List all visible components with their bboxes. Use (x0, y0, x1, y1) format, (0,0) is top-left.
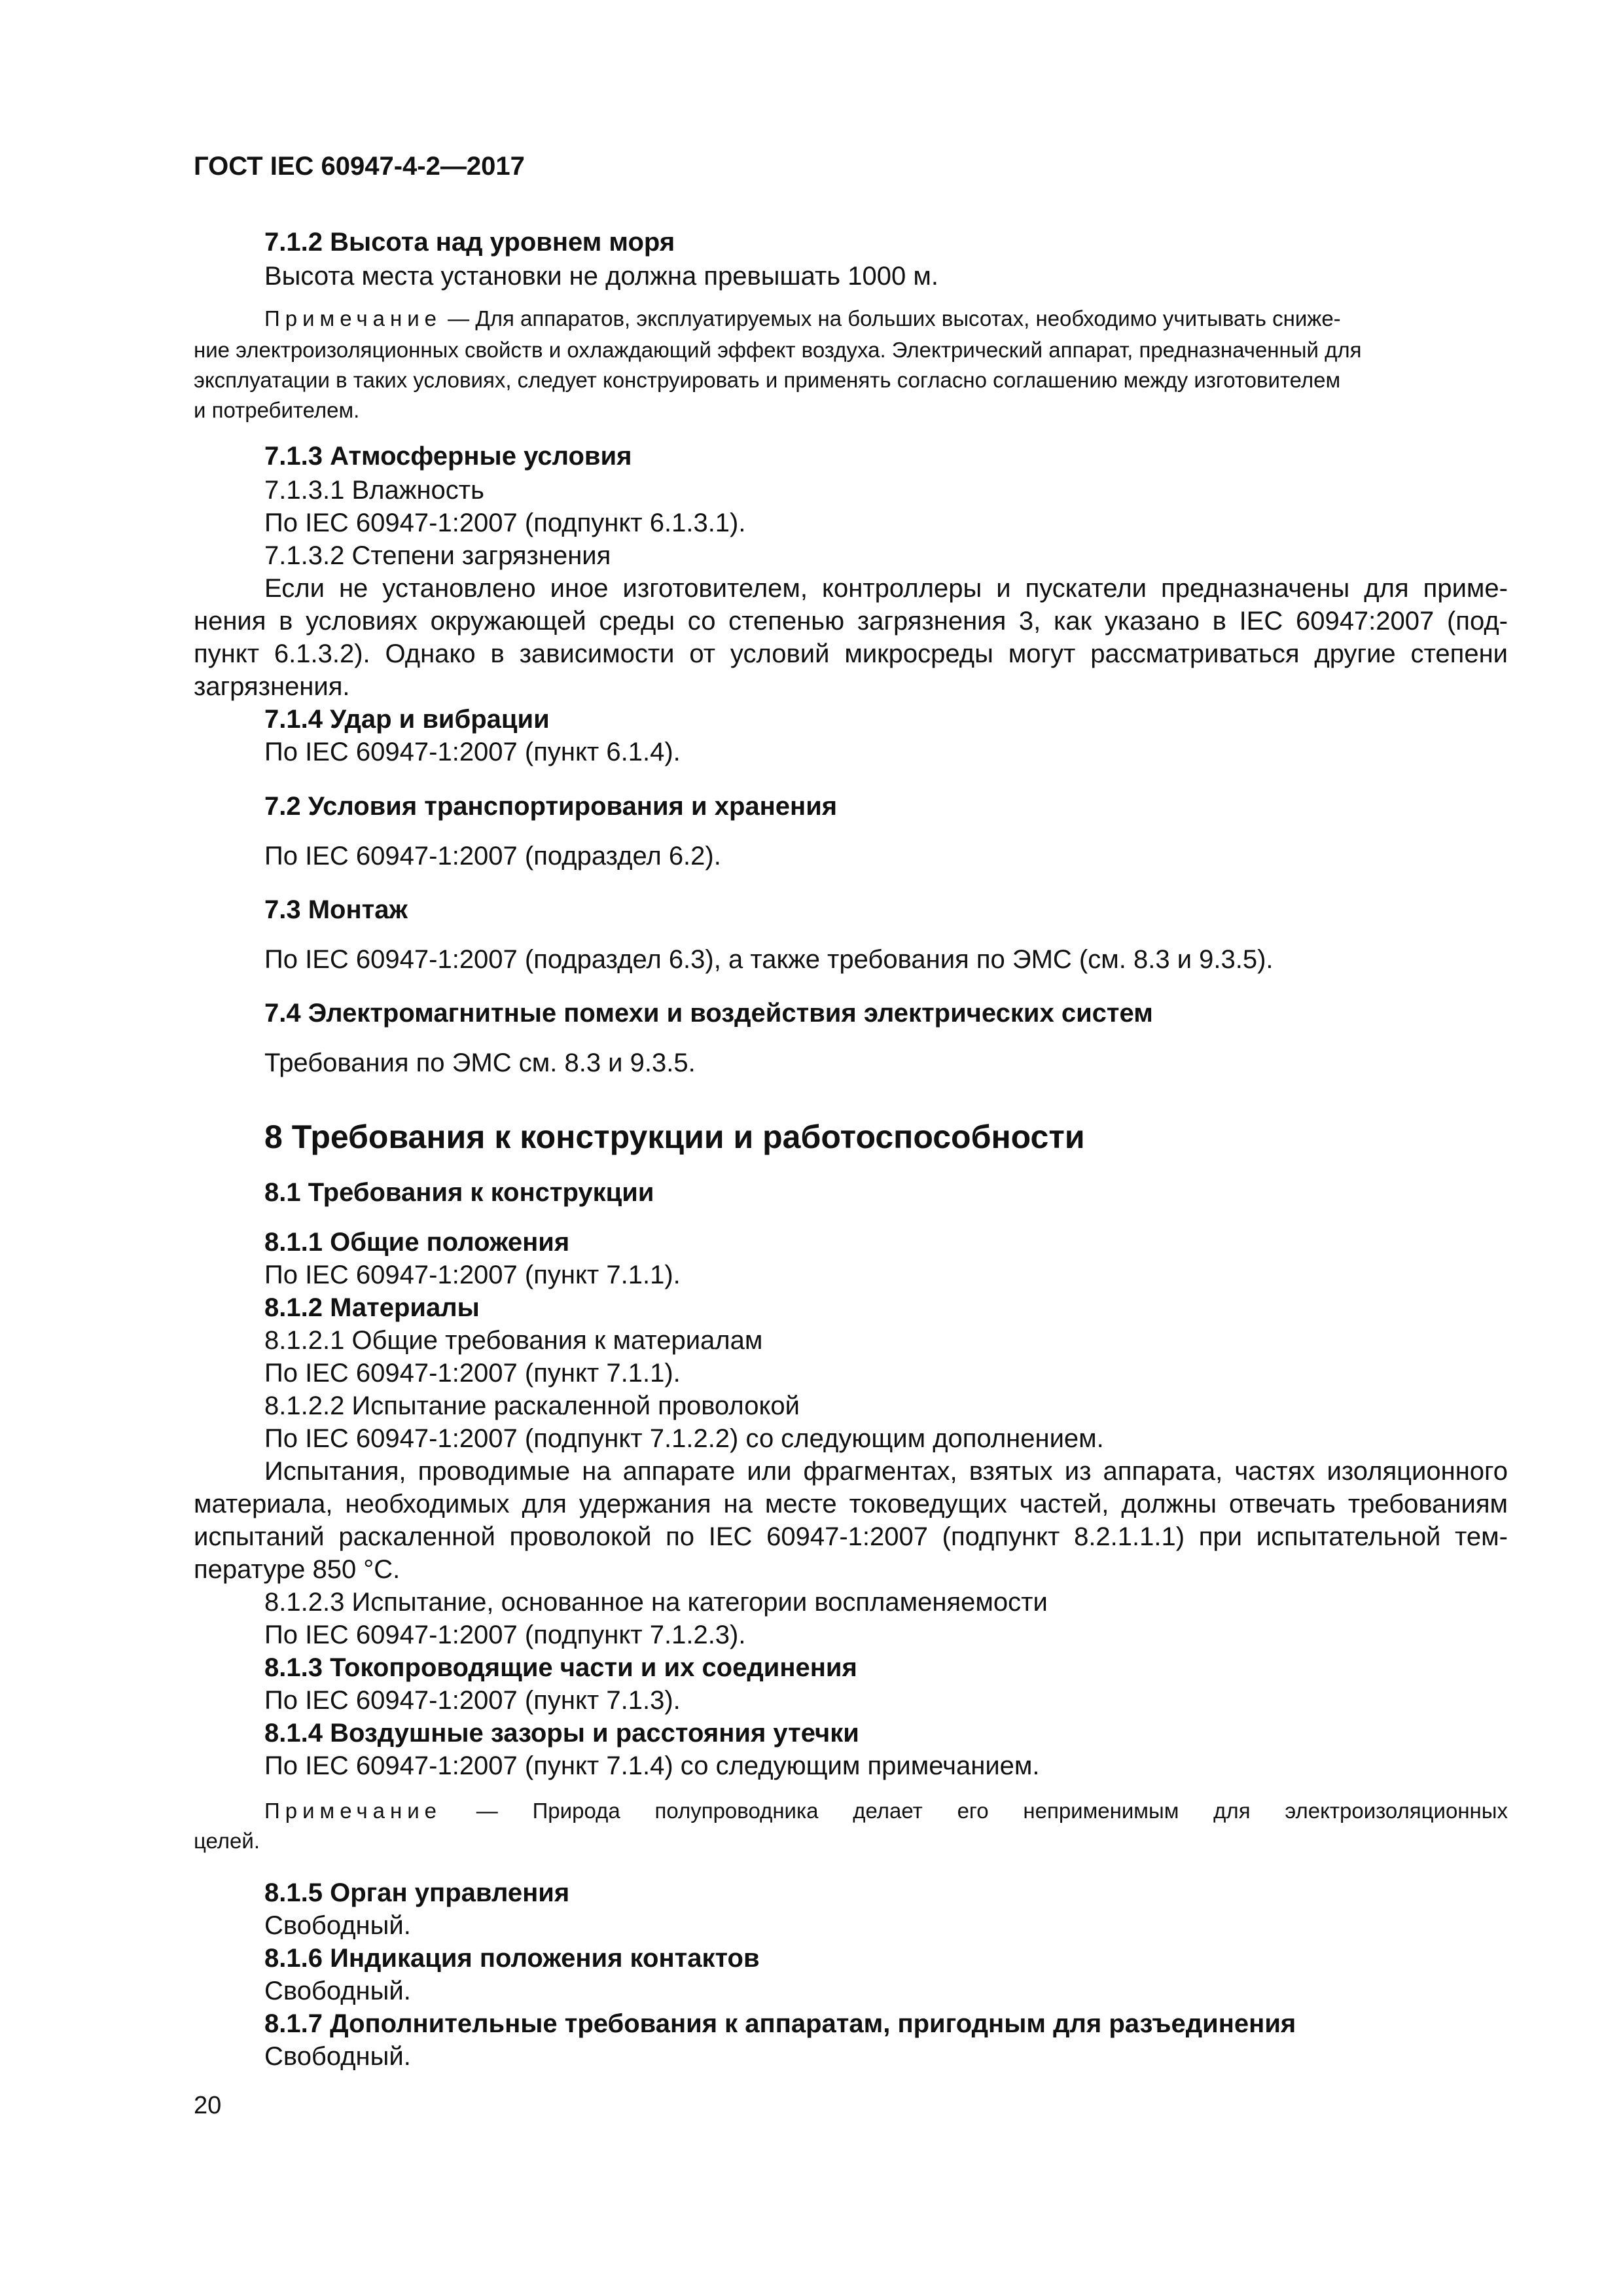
section-7-1-2-text: Высота места установки не должна превышать 1000 м. (264, 262, 938, 291)
section-7-3-text: По IEC 60947-1:2007 (подраздел 6.3), а также требования по ЭМС (см. 8.3 и 9.3.5). (264, 945, 1274, 974)
section-8-1-6-text: Свободный. (264, 1977, 411, 2005)
note-label: Примечание (264, 1799, 442, 1823)
section-8-1-4-text: По IEC 60947-1:2007 (пункт 7.1.4) со следующим примечанием. (264, 1751, 1040, 1780)
note-label: Примечание (264, 306, 442, 331)
section-8-1-2-2-text: По IEC 60947-1:2007 (подпункт 7.1.2.2) со следующим дополнением. (264, 1424, 1104, 1453)
section-8-1-2-2-line-1: Испытания, проводимые на аппарате или фрагментах, взятых из аппарата, частях изоляционного (264, 1457, 1508, 1486)
section-7-1-3-1: 7.1.3.1 Влажность (264, 476, 484, 505)
section-7-4-heading: 7.4 Электромагнитные помехи и воздействия электрических систем (264, 999, 1153, 1028)
section-8-1-2-2: 8.1.2.2 Испытание раскаленной проволокой (264, 1391, 800, 1420)
section-8-1-3-text: По IEC 60947-1:2007 (пункт 7.1.3). (264, 1686, 681, 1715)
section-7-1-3-2-line-4: загрязнения. (194, 672, 350, 701)
section-8-1-6-heading: 8.1.6 Индикация положения контактов (264, 1944, 760, 1973)
section-8-1-3-heading: 8.1.3 Токопроводящие части и их соединения (264, 1653, 857, 1682)
section-7-3-heading: 7.3 Монтаж (264, 895, 408, 924)
note-8-1-4-line-2: целей. (194, 1829, 260, 1853)
section-8-1-2-3: 8.1.2.3 Испытание, основанное на категории воспламеняемости (264, 1588, 1048, 1617)
section-7-2-heading: 7.2 Условия транспортирования и хранения (264, 792, 838, 821)
section-7-1-3-2-line-1: Если не установлено иное изготовителем, контроллеры и пускатели предназначены для приме- (264, 574, 1508, 603)
section-8-1-1-text: По IEC 60947-1:2007 (пункт 7.1.1). (264, 1261, 681, 1289)
section-7-1-4-heading: 7.1.4 Удар и вибрации (264, 705, 550, 734)
section-7-1-3-1-text: По IEC 60947-1:2007 (подпункт 6.1.3.1). (264, 509, 746, 537)
note-7-1-2-line-2: ние электроизоляционных свойств и охлаждающий эффект воздуха. Электрический аппарат, предназначенный для (194, 338, 1362, 362)
note-7-1-2-line-1: Примечание — Для аппаратов, эксплуатируемых на больших высотах, необходимо учитывать сниже- (264, 306, 1341, 331)
section-8-1-2-1-text: По IEC 60947-1:2007 (пункт 7.1.1). (264, 1359, 681, 1388)
section-7-1-3-heading: 7.1.3 Атмосферные условия (264, 442, 632, 471)
section-7-2-text: По IEC 60947-1:2007 (подраздел 6.2). (264, 842, 721, 870)
note-7-1-2-line-3: эксплуатации в таких условиях, следует конструировать и применять согласно соглашению между изготовителем (194, 368, 1341, 392)
section-8-1-7-heading: 8.1.7 Дополнительные требования к аппаратам, пригодным для разъединения (264, 2009, 1296, 2038)
section-7-1-2-heading: 7.1.2 Высота над уровнем моря (264, 228, 675, 257)
section-8-1-2-heading: 8.1.2 Материалы (264, 1293, 480, 1322)
section-7-1-4-text: По IEC 60947-1:2007 (пункт 6.1.4). (264, 738, 681, 766)
page-number: 20 (194, 2092, 222, 2119)
section-7-1-3-2-line-3: пункт 6.1.3.2). Однако в зависимости от условий микросреды могут рассматриваться другие степени (194, 639, 1508, 668)
section-8-1-2-3-text: По IEC 60947-1:2007 (подпункт 7.1.2.3). (264, 1621, 746, 1649)
section-8-1-2-2-line-2: материала, необходимых для удержания на месте токоведущих частей, должны отвечать требованиям (194, 1490, 1508, 1518)
section-8-1-heading: 8.1 Требования к конструкции (264, 1178, 654, 1207)
section-8-1-2-2-line-3: испытаний раскаленной проволокой по IEC 60947-1:2007 (подпункт 8.2.1.1.1) при испытательной тем- (194, 1522, 1508, 1551)
section-8-1-2-1: 8.1.2.1 Общие требования к материалам (264, 1326, 763, 1355)
document-header-code: ГОСТ IEC 60947-4-2—2017 (194, 152, 525, 181)
note-8-1-4-line-1: Примечание — Природа полупроводника делает его неприменимым для электроизоляционных (264, 1799, 1508, 1823)
note-7-1-2-line-4: и потребителем. (194, 398, 360, 422)
section-7-4-text: Требования по ЭМС см. 8.3 и 9.3.5. (264, 1049, 696, 1077)
section-7-1-3-2-line-2: нения в условиях окружающей среды со степенью загрязнения 3, как указано в IEC 60947:2007 (под- (194, 607, 1508, 636)
section-8-heading: 8 Требования к конструкции и работоспособности (264, 1119, 1085, 1155)
section-8-1-4-heading: 8.1.4 Воздушные зазоры и расстояния утечки (264, 1719, 859, 1748)
section-8-1-5-heading: 8.1.5 Орган управления (264, 1878, 570, 1907)
section-7-1-3-2: 7.1.3.2 Степени загрязнения (264, 541, 611, 570)
section-8-1-7-text: Свободный. (264, 2042, 411, 2071)
section-8-1-1-heading: 8.1.1 Общие положения (264, 1228, 570, 1257)
section-8-1-5-text: Свободный. (264, 1911, 411, 1940)
section-8-1-2-2-line-4: пературе 850 °С. (194, 1555, 401, 1584)
